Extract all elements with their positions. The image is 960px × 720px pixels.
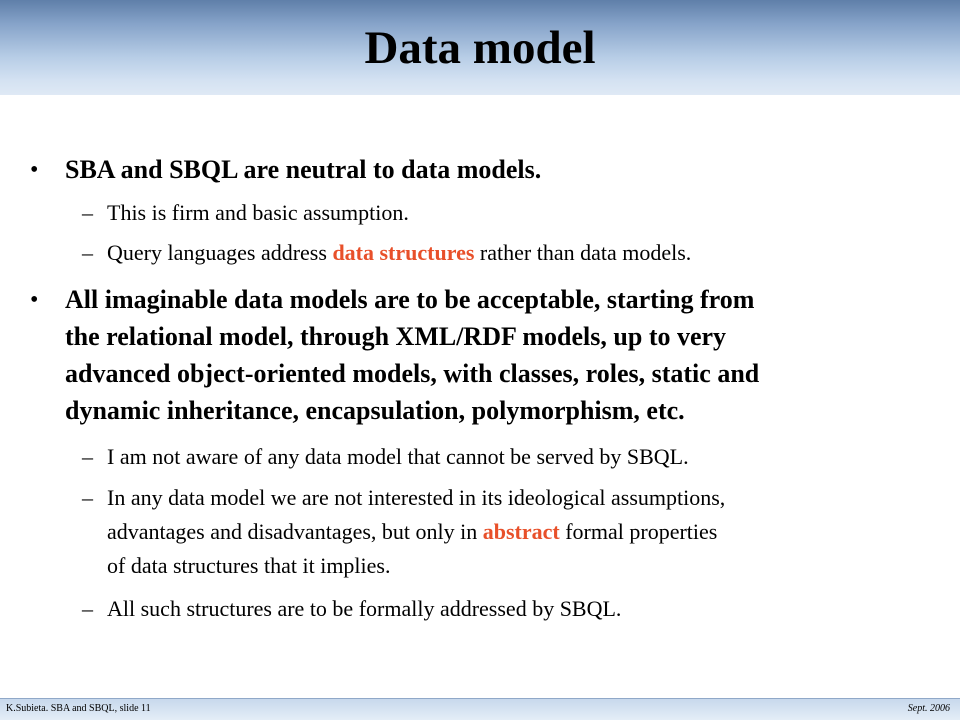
dash-marker: –	[82, 240, 93, 265]
bullet-1-sub-2	[107, 236, 937, 270]
sub-text: advantages and disadvantages, but only in	[107, 519, 483, 544]
dash-marker: –	[82, 485, 93, 510]
slide-title: Data model	[364, 22, 596, 74]
dash-marker: –	[82, 596, 93, 621]
highlight-data-structures: data structures	[332, 240, 475, 265]
footer-divider	[0, 698, 960, 699]
footer-credit: K.Subieta. SBA and SBQL, slide 11	[6, 703, 151, 714]
dash-marker: –	[82, 200, 93, 225]
bullet-2-sub-3: All such structures are to be formally addressed by SBQL.	[107, 596, 622, 621]
dash-marker: –	[82, 444, 93, 469]
bullet-2-sub-1: I am not aware of any data model that cannot be served by SBQL.	[107, 444, 689, 469]
bullet-1-sub-1: This is firm and basic assumption.	[107, 200, 409, 225]
bullet-marker: •	[30, 157, 39, 183]
bullet-marker: •	[30, 287, 39, 313]
sub-text: rather than data models.	[474, 240, 692, 265]
sub-text: formal properties	[559, 519, 718, 544]
bullet-1-text: SBA and SBQL are neutral to data models.	[65, 155, 542, 184]
bullet-2-sub-2-line-1: In any data model we are not interested in its ideological assumptions,	[107, 485, 726, 510]
bullet-2-line-3: advanced object-oriented models, with classes, roles, static and	[65, 359, 760, 388]
highlight-abstract: abstract	[482, 519, 560, 544]
bullet-2-sub-2-line-2	[107, 515, 937, 549]
sub-text: Query languages address	[107, 240, 333, 265]
bullet-2-line-4: dynamic inheritance, encapsulation, polymorphism, etc.	[65, 396, 685, 425]
bullet-2-line-2: the relational model, through XML/RDF models, up to very	[65, 322, 727, 351]
bullet-2-line-1: All imaginable data models are to be acceptable, starting from	[65, 285, 755, 314]
footer-date: Sept. 2006	[907, 703, 950, 714]
bullet-2-sub-2-line-3: of data structures that it implies.	[107, 553, 391, 578]
